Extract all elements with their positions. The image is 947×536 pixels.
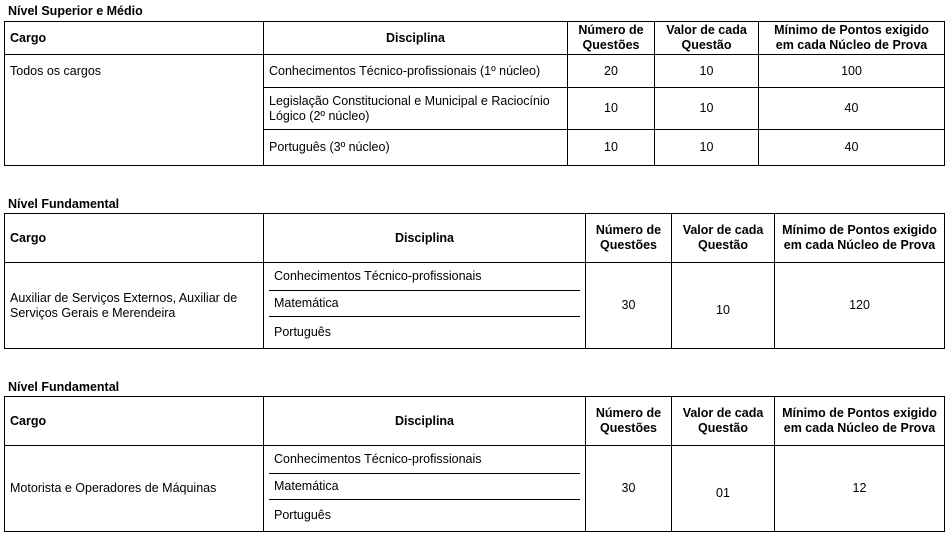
table-header-row [5,397,945,446]
table-fundamental-1 [4,213,945,349]
valor-cell: 01 [672,446,775,532]
table-row [5,446,945,532]
numero-cell: 10 [568,130,655,166]
disciplina-cell [264,263,586,349]
section-title-fundamental-2: Nível Fundamental [8,380,120,394]
valor-cell: 10 [672,263,775,349]
header-minimo-pontos: Mínimo de Pontos exigido em cada Núcleo de Prova [775,397,945,446]
header-disciplina: Disciplina [264,22,568,55]
cargo-cell-empty [5,130,264,166]
disciplina-item: Português [274,324,331,339]
valor-cell: 10 [655,130,759,166]
header-valor-questao: Valor de cada Questão [672,397,775,446]
disciplina-cell: Conhecimentos Técnico-profissionais (1º núcleo) [264,55,568,88]
numero-cell: 20 [568,55,655,88]
header-valor-questao: Valor de cada Questão [655,22,759,55]
minimo-cell: 40 [759,130,945,166]
section-title-superior-medio: Nível Superior e Médio [8,4,143,18]
minimo-cell: 100 [759,55,945,88]
table-row [5,55,945,88]
header-cargo: Cargo [5,214,264,263]
table-header-row [5,214,945,263]
disciplina-cell: Legislação Constitucional e Municipal e Raciocínio Lógico (2º núcleo) [264,88,568,130]
header-numero-questoes: Número de Questões [568,22,655,55]
cargo-cell-empty [5,88,264,130]
valor-cell: 10 [655,88,759,130]
cargo-text: Todos os cargos [10,63,102,78]
minimo-cell: 120 [775,263,945,349]
disciplina-cell: Português (3º núcleo) [264,130,568,166]
header-disciplina: Disciplina [264,397,586,446]
disciplina-item: Conhecimentos Técnico-profissionais [269,447,580,474]
header-valor-questao: Valor de cada Questão [672,214,775,263]
disciplina-item: Conhecimentos Técnico-profissionais [269,264,580,291]
numero-cell: 30 [586,446,672,532]
disciplina-cell [264,446,586,532]
disciplina-item: Matemática [269,291,580,317]
minimo-cell: 12 [775,446,945,532]
header-minimo-pontos: Mínimo de Pontos exigido em cada Núcleo de Prova [759,22,945,55]
header-numero-questoes: Número de Questões [586,214,672,263]
table-row [5,130,945,166]
header-cargo: Cargo [5,397,264,446]
disciplina-item: Português [274,507,331,522]
cargo-cell [5,55,264,88]
header-disciplina: Disciplina [264,214,586,263]
section-title-fundamental-1: Nível Fundamental [8,197,120,211]
disciplina-item: Matemática [269,474,580,500]
table-fundamental-2 [4,396,945,532]
table-row [5,88,945,130]
cargo-cell: Motorista e Operadores de Máquinas [5,446,264,532]
numero-cell: 30 [586,263,672,349]
header-numero-questoes: Número de Questões [586,397,672,446]
numero-cell: 10 [568,88,655,130]
table-row [5,263,945,349]
cargo-cell: Auxiliar de Serviços Externos, Auxiliar de Serviços Gerais e Merendeira [5,263,264,349]
valor-cell: 10 [655,55,759,88]
header-cargo: Cargo [5,22,264,55]
table-header-row [5,22,945,55]
header-minimo-pontos: Mínimo de Pontos exigido em cada Núcleo de Prova [775,214,945,263]
minimo-cell: 40 [759,88,945,130]
table-superior-medio [4,21,945,166]
